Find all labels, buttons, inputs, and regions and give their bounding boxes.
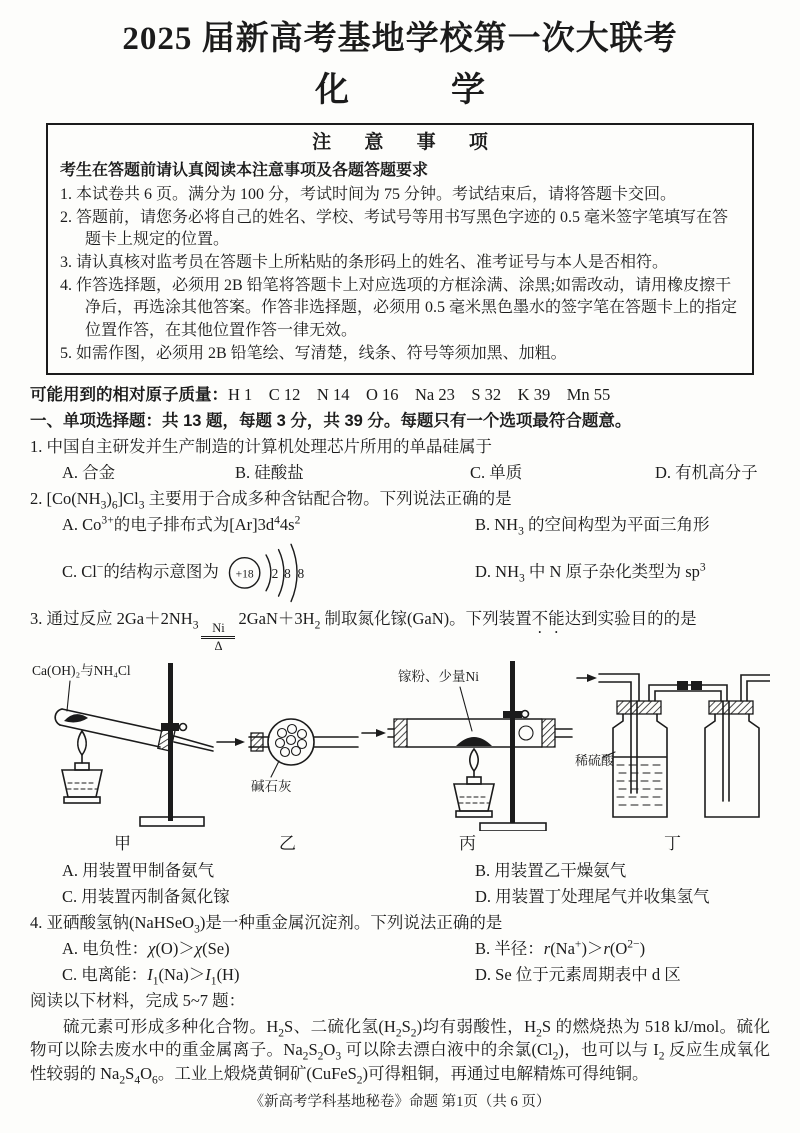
exam-title: 2025 届新高考基地学校第一次大联考	[122, 21, 678, 57]
shell1-electrons: 2	[271, 566, 279, 582]
page-footer: 《新高考学科基地秘卷》命题 第1页（共 6 页）	[249, 1094, 551, 1111]
solid-mixture	[64, 715, 88, 723]
q1-option-d: D. 有机高分子	[655, 463, 758, 483]
q3-stem-pre: 3. 通过反应 $2Ga+2NH_3$	[30, 609, 199, 632]
collection-bottle-2	[705, 701, 759, 817]
stopper	[251, 733, 263, 751]
figure-jia	[30, 657, 215, 857]
alcohol-lamp	[454, 749, 494, 817]
q4-option-c: C. 电离能：$I_1(Na)>I_1(H)$	[62, 964, 240, 987]
plug	[519, 726, 533, 740]
notice-item-5: 5. 如需作图，必须用 2B 铅笔绘、写清楚，线条、符号等须加黑、加粗。	[60, 344, 567, 362]
dilute-acid-label: 稀硫酸	[575, 753, 615, 769]
material-intro: 阅读以下材料，完成 5~7 题：	[30, 990, 246, 1010]
tube-connector	[677, 681, 688, 690]
q1-option-a: A. 合金	[62, 463, 116, 483]
alcohol-lamp	[62, 731, 102, 803]
q2-option-b: B. $NH_3$ 的空间构型为平面三角形	[475, 515, 710, 538]
gas-flow-arrow	[577, 674, 597, 682]
atomic-mass-line	[30, 383, 770, 408]
nucleus-charge-label: +18	[235, 567, 254, 581]
hard-glass-tube	[394, 719, 572, 747]
q4-option-d: D. Se 位于元素周期表中 d 区	[475, 964, 681, 984]
q2-option-a: A. $Co^{3+}$的电子排布式为$[Ar]3d^44s^2$	[62, 514, 301, 535]
notice-item-4: 4. 作答选择题，必须用 2B 铅笔将答题卡上对应选项的方框涂满、涂黑;如需改动，请用橡皮擦干净后，再选涂其他答案。作答非选择题，必须用 0.5 毫米黑色墨水的签字笔在答题卡上的指定位置作答，在其他位置作答一律无效。	[60, 276, 738, 340]
section-heading: 一、单项选择题：共 13 题，每题 3 分，共 39 分。每题只有一个选项最符合题意。	[30, 411, 632, 430]
gas-flow-arrow	[362, 729, 386, 737]
q2-option-c	[62, 539, 475, 605]
reagent-label: Ca(OH)₂与NH₄Cl	[32, 663, 131, 679]
apparatus-ding-diagram	[575, 657, 770, 831]
shell3-electrons: 8	[297, 566, 305, 582]
soda-lime-granules	[276, 725, 307, 757]
delta-symbol: Δ	[214, 639, 223, 654]
apparatus-bing-diagram	[360, 657, 575, 831]
atomic-mass-values: H 1 C 12 N 14 O 16 Na 23 S 32 K 39 Mn 55	[228, 384, 611, 404]
test-tube	[55, 709, 213, 751]
q3-emphasis: 不能	[531, 609, 565, 629]
apparatus-jia-diagram	[30, 657, 215, 831]
material-body: 硫元素可形成多种化合物。$H_2S$、二硫化氢$(H_2S_2)$均有弱酸性，$H_2S$ 的燃烧热为 518 kJ/mol。硫化物可以除去废水中的重金属离子。$Na_2S_2O_3$ 可以除去漂白液中的余氯$(Cl_2)$，也可以与 $I_2$ 反应生成氧化性较弱的 $Na_2S_4O_6$。工业上煅烧黄铜矿(CuFeS$_2$)可得粗铜，再通过电解精炼可得纯铜。	[30, 1016, 770, 1087]
exam-subject: 化 学	[315, 71, 519, 109]
q3-option-c: C. 用装置丙制备氮化镓	[62, 886, 230, 906]
drying-bulb	[268, 719, 314, 765]
catalyst-label: Ni	[212, 621, 225, 636]
q1-stem: 1. 中国自主研发并生产制造的计算机处理芯片所用的单晶硅属于	[30, 437, 492, 457]
q3-stem	[30, 607, 770, 653]
soda-lime-label: 碱石灰	[251, 779, 292, 795]
q2-option-d: D. $NH_3$ 中 N 原子杂化类型为 $sp^3$	[475, 561, 706, 585]
notice-item-2: 2. 答题前，请您务必将自己的姓名、学校、考试号等用书写黑色字迹的 0.5 毫米签字笔填写在答题卡上规定的位置。	[60, 208, 729, 249]
q3-apparatus-figures	[30, 657, 770, 857]
apparatus-yi-diagram	[215, 685, 360, 803]
q4-stem: 4. 亚硒酸氢钠(NaHSeO$_3$)是一种重金属沉淀剂。下列说法正确的是	[30, 912, 503, 936]
chloride-ion-structure-diagram	[225, 539, 325, 605]
figure-ding-caption: 丁	[664, 834, 681, 854]
q4-options-row1	[30, 937, 770, 961]
q3-options-row2	[30, 885, 770, 909]
gas-flow-arrow	[217, 738, 245, 746]
atomic-mass-label: 可能用到的相对原子质量：	[30, 385, 228, 404]
dilute-sulfuric-acid	[617, 765, 665, 805]
figure-bing-caption: 丙	[459, 834, 476, 854]
shell2-electrons: 8	[284, 566, 291, 582]
q3-stem-mid: $2GaN+3H_2$ 制取氮化镓(GaN)。下列装置	[238, 609, 532, 632]
q3-option-a: A. 用装置甲制备氨气	[62, 861, 215, 880]
q2-options-row2	[30, 539, 770, 605]
q1-option-c: C. 单质	[470, 463, 523, 483]
powder-heap	[456, 737, 492, 746]
notice-box	[46, 123, 754, 374]
notice-item-3: 3. 请认真核对监考员在答题卡上所粘贴的条形码上的姓名、准考证号与本人是否相符。	[60, 253, 669, 271]
q3-option-b: B. 用装置乙干燥氨气	[475, 861, 627, 880]
q2-options-row1	[30, 513, 770, 537]
tube-connector	[691, 681, 702, 690]
gallium-powder-label: 镓粉、少量Ni	[398, 669, 479, 685]
figure-yi	[215, 657, 360, 857]
q2-option-c-text: C. Cl−的结构示意图为	[62, 561, 219, 582]
notice-title: 注 意 事 项	[312, 132, 502, 154]
figure-yi-caption: 乙	[279, 834, 296, 854]
q1-options	[30, 461, 770, 485]
q4-option-a: A. 电负性：χ(O)＞χ(Se)	[62, 938, 230, 958]
reaction-condition	[201, 622, 235, 653]
figure-jia-caption: 甲	[114, 834, 131, 854]
q3-stem-post: 达到实验目的的是	[564, 609, 697, 629]
q4-options-row2	[30, 963, 770, 987]
notice-subtitle: 考生在答题前请认真阅读本注意事项及各题答题要求	[60, 162, 429, 180]
q2-stem: 2. $[Co(NH_3)_6]Cl_3$ 主要用于合成多种含钴配合物。下列说法正确的是	[30, 489, 512, 512]
q4-option-b: B. 半径：$r(Na^+)>r(O^{2-})$	[475, 938, 646, 958]
notice-item-1: 1. 本试卷共 6 页。满分为 100 分，考试时间为 75 分钟。考试结束后，请将答题卡交回。	[60, 185, 677, 203]
figure-ding	[575, 657, 770, 857]
figure-bing	[360, 657, 575, 857]
q3-options-row1	[30, 859, 770, 883]
q3-option-d: D. 用装置丁处理尾气并收集氢气	[475, 886, 710, 906]
q1-option-b: B. 硅酸盐	[235, 463, 304, 483]
wash-bottle-1	[613, 701, 667, 817]
